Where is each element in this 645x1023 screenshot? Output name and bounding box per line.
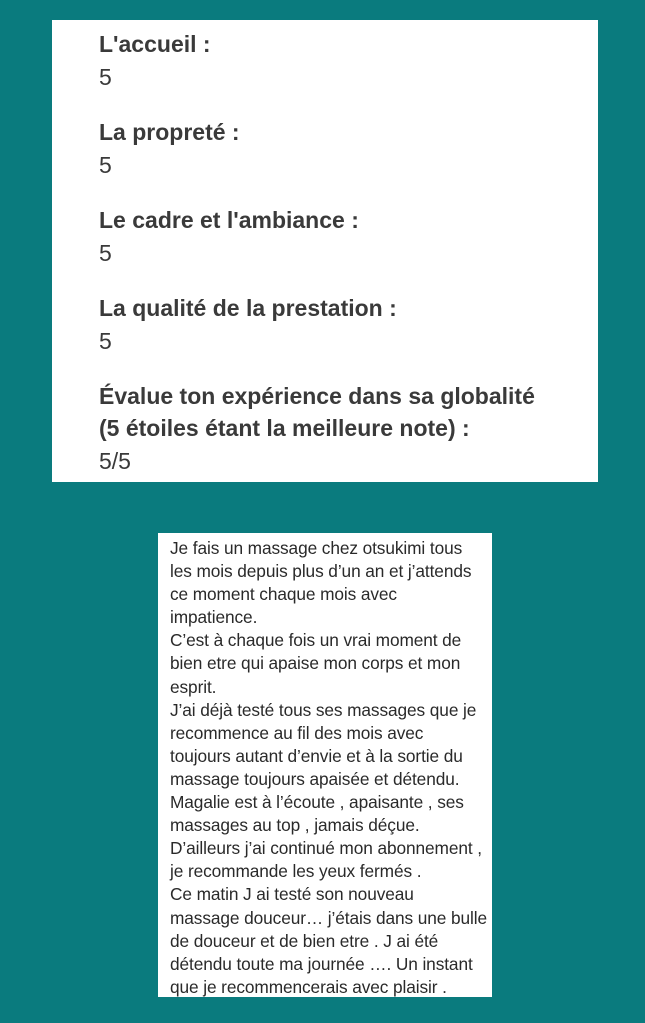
- review-card: [158, 533, 492, 997]
- rating-service-quality: [99, 292, 598, 358]
- rating-overall: [99, 380, 598, 478]
- rating-label: La propreté :: [99, 119, 240, 145]
- rating-value: 5: [99, 328, 112, 354]
- rating-cleanliness: [99, 116, 598, 182]
- rating-setting-ambiance: [99, 204, 598, 270]
- rating-label: Le cadre et l'ambiance :: [99, 207, 359, 233]
- rating-label: La qualité de la prestation :: [99, 295, 397, 321]
- rating-welcome: [99, 28, 598, 94]
- review-text: Je fais un massage chez otsukimi tous les mois depuis plus d’un an et j’attends ce moment chaque mois avec impatience. C’est à chaque fois un vrai moment de bien etre qui apaise mon corps et mon esprit. J’ai déjà testé tous ses massages que je recommence au fil des mois avec toujours autant d’envie et à la sortie du massage toujours apaisée et détendu. Magalie est à l’écoute , apaisante , ses massages au top , jamais déçue. D’ailleurs j’ai continué mon abonnement , je recommande les yeux fermés . Ce matin J ai testé son nouveau massage douceur… j’étais dans une bulle de douceur et de bien etre . J ai été détendu toute ma journée …. Un instant que je recommencerais avec plaisir .: [170, 538, 487, 997]
- rating-value: 5/5: [99, 448, 131, 474]
- rating-label: Évalue ton expérience dans sa globalité (5 étoiles étant la meilleure note) :: [99, 383, 535, 441]
- rating-value: 5: [99, 152, 112, 178]
- ratings-card: [52, 20, 598, 482]
- rating-label: L'accueil :: [99, 31, 211, 57]
- rating-value: 5: [99, 64, 112, 90]
- rating-value: 5: [99, 240, 112, 266]
